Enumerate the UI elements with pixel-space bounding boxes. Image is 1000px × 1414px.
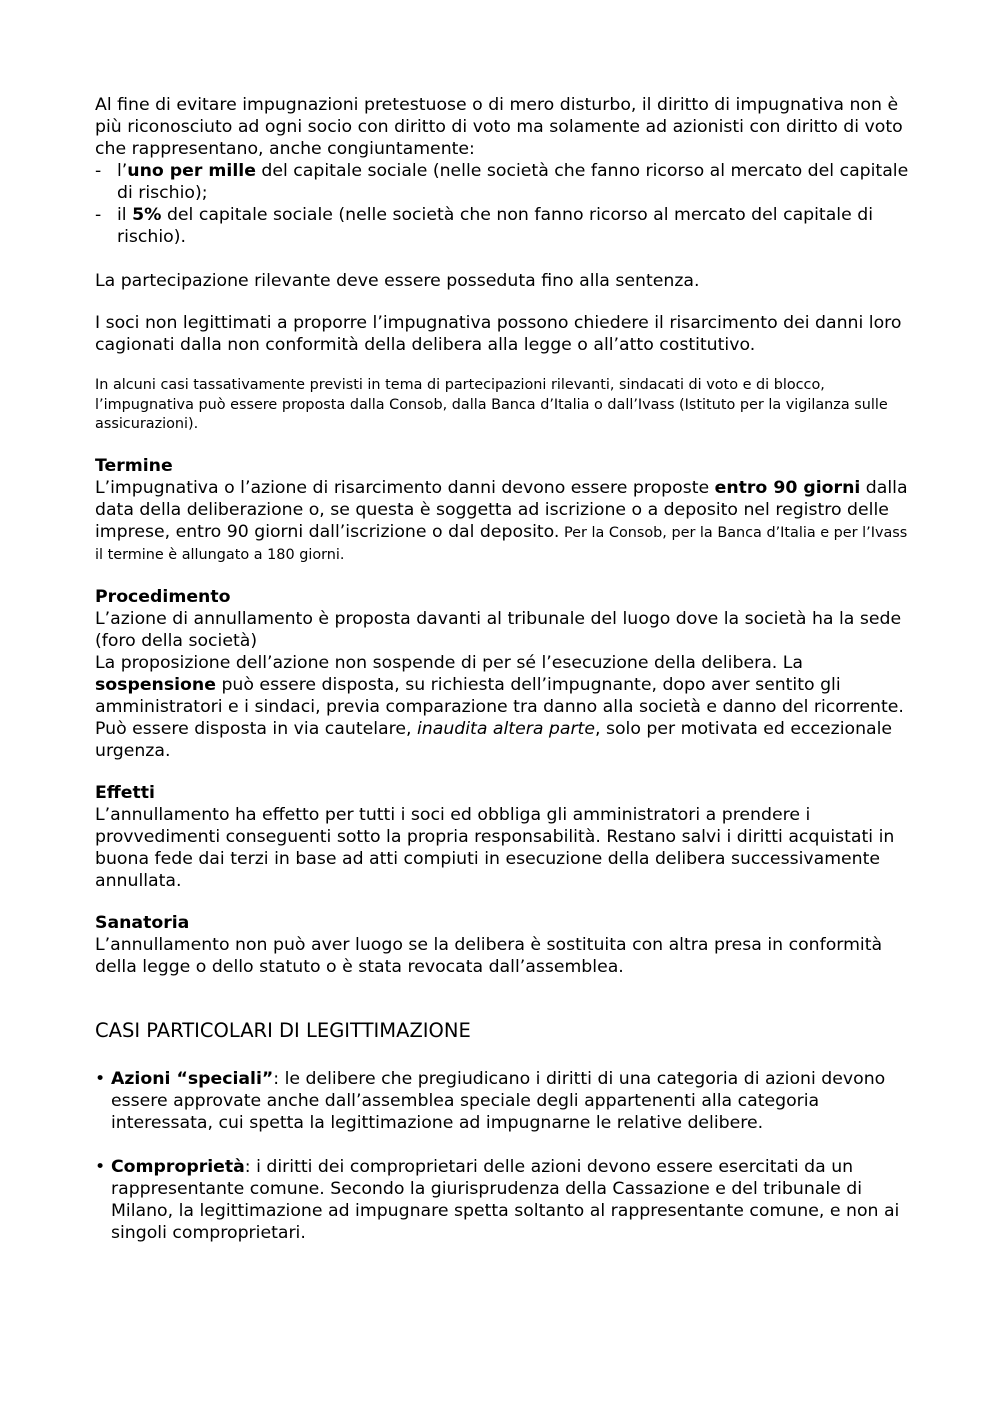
bold-text: 5%: [132, 205, 162, 225]
partecipazione-paragraph: La partecipazione rilevante deve essere posseduta fino alla sentenza.: [95, 271, 700, 291]
section-title: CASI PARTICOLARI DI LEGITTIMAZIONE: [95, 1018, 471, 1042]
list-marker: -: [95, 205, 102, 225]
soci-paragraph: I soci non legittimati a proporre l’impugnativa possono chiedere il risarcimento dei danni loro cagionati dalla non conformità della delibera alla legge o all’atto costitutivo.: [95, 313, 902, 355]
list-item: • Azioni “speciali”: le delibere che pregiudicano i diritti di una categoria di azioni devono essere approvate anche dall’assemblea speciale degli appartenenti alla categoria interessata, cui spetta la legittimazione ad impugnarne le relative delibere.: [95, 1068, 886, 1133]
bold-text: uno per mille: [127, 161, 256, 181]
effetti-heading: Effetti: [95, 782, 155, 803]
casi-list: [95, 1068, 910, 1244]
consob-note: In alcuni casi tassativamente previsti in tema di partecipazioni rilevanti, sindacati di voto e di blocco, l’impugnativa può essere proposta dalla Consob, dalla Banca d’Italia o dall’Ivass (Istituto per la vigilanza sulle assicurazioni).: [95, 377, 888, 432]
effetti-paragraph: L’annullamento ha effetto per tutti i soci ed obbliga gli amministratori a prendere i provvedimenti conseguenti sotto la propria responsabilità. Restano salvi i diritti acquistati in buona fede dai terzi in base ad atti compiuti in esecuzione della delibera successivamente annullata.: [95, 804, 895, 891]
list-marker: -: [95, 161, 102, 181]
list-item: - l’uno per mille del capitale sociale (nelle società che fanno ricorso al mercato del capitale di rischio);: [95, 161, 909, 203]
threshold-list: [95, 160, 910, 248]
bullet-icon: •: [95, 1156, 106, 1177]
sanatoria-heading: Sanatoria: [95, 912, 190, 933]
procedimento-line: L’azione di annullamento è proposta davanti al tribunale del luogo dove la società ha la sede (foro della società): [95, 608, 902, 651]
document-page: [95, 94, 910, 1244]
intro-paragraph: Al fine di evitare impugnazioni pretestuose o di mero disturbo, il diritto di impugnativa non è più riconosciuto ad ogni socio con diritto di voto ma solamente ad azionisti con diritto di voto che rappresentano, anche congiuntamente:: [95, 95, 903, 159]
procedimento-paragraph: La proposizione dell’azione non sospende di per sé l’esecuzione della delibera. La sospensione può essere disposta, su richiesta dell’impugnante, dopo aver sentito gli amministratori e i sindaci, previa comparazione tra danno alla società e danno del ricorrente. Può essere disposta in via cautelare, inaudita altera parte, solo per motivata ed eccezionale urgenza.: [95, 652, 904, 761]
list-item: • Comproprietà: i diritti dei comproprietari delle azioni devono essere esercitati da un rappresentante comune. Secondo la giurisprudenza della Cassazione e del tribunale di Milano, la legittimazione ad impugnare spetta soltanto al rappresentante comune, e non ai singoli comproprietari.: [95, 1156, 900, 1243]
bullet-icon: •: [95, 1068, 106, 1089]
termine-heading: Termine: [95, 455, 173, 476]
termine-paragraph: L’impugnativa o l’azione di risarcimento danni devono essere proposte entro 90 giorni dalla data della deliberazione o, se questa è soggetta ad iscrizione o a deposito nel registro delle imprese, entro 90 giorni dall’iscrizione o dal deposito. Per la Consob, per la Banca d’Italia e per l’Ivass il termine è allungato a 180 giorni.: [95, 477, 908, 563]
procedimento-heading: Procedimento: [95, 586, 231, 607]
sanatoria-paragraph: L’annullamento non può aver luogo se la delibera è sostituita con altra presa in conformità della legge o dello statuto o è stata revocata dall’assemblea.: [95, 934, 883, 977]
list-item: - il 5% del capitale sociale (nelle società che non fanno ricorso al mercato del capitale di rischio).: [95, 205, 873, 247]
